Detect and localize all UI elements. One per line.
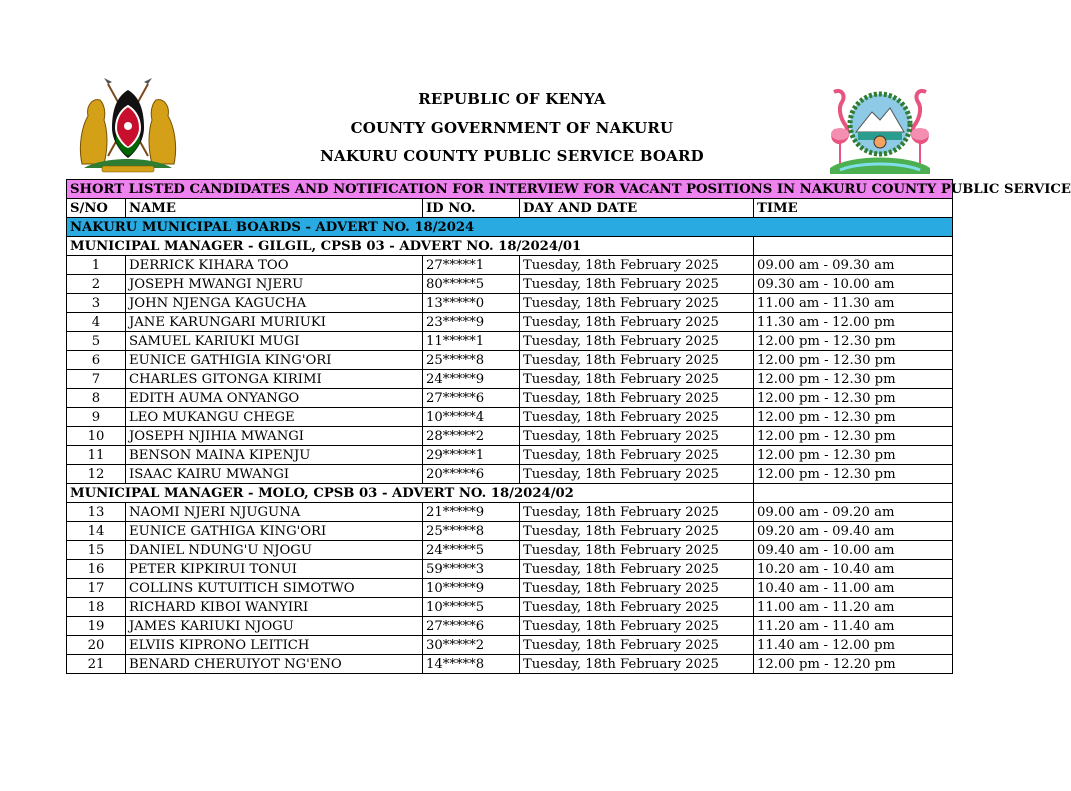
column-header-sno: S/NO (67, 199, 126, 218)
cell-date: Tuesday, 18th February 2025 (520, 617, 754, 636)
cell-time: 11.30 am - 12.00 pm (754, 313, 953, 332)
cell-time: 12.00 pm - 12.30 pm (754, 389, 953, 408)
cell-id: 24*****5 (423, 541, 520, 560)
cell-name: DANIEL NDUNG'U NJOGU (126, 541, 423, 560)
cell-date: Tuesday, 18th February 2025 (520, 541, 754, 560)
cell-time: 12.00 pm - 12.30 pm (754, 465, 953, 484)
cell-sno: 10 (67, 427, 126, 446)
cell-time: 11.20 am - 11.40 am (754, 617, 953, 636)
cell-date: Tuesday, 18th February 2025 (520, 446, 754, 465)
cell-id: 23*****9 (423, 313, 520, 332)
table-row (67, 503, 953, 522)
cell-time: 12.00 pm - 12.30 pm (754, 351, 953, 370)
cell-time: 09.00 am - 09.20 am (754, 503, 953, 522)
table-row (67, 275, 953, 294)
cell-sno: 13 (67, 503, 126, 522)
cell-date: Tuesday, 18th February 2025 (520, 598, 754, 617)
cell-id: 29*****1 (423, 446, 520, 465)
cell-id: 27*****1 (423, 256, 520, 275)
cell-time: 12.00 pm - 12.30 pm (754, 408, 953, 427)
cell-time: 10.40 am - 11.00 am (754, 579, 953, 598)
cell-id: 10*****9 (423, 579, 520, 598)
cell-sno: 8 (67, 389, 126, 408)
cell-time: 11.40 am - 12.00 pm (754, 636, 953, 655)
table-row (67, 636, 953, 655)
cell-id: 25*****8 (423, 522, 520, 541)
cell-name: ISAAC KAIRU MWANGI (126, 465, 423, 484)
section-row (67, 218, 953, 237)
table-row (67, 313, 953, 332)
cell-sno: 6 (67, 351, 126, 370)
cell-time: 09.00 am - 09.30 am (754, 256, 953, 275)
cell-time: 12.00 pm - 12.30 pm (754, 370, 953, 389)
group-heading: MUNICIPAL MANAGER - MOLO, CPSB 03 - ADVERT NO. 18/2024/02 (67, 484, 754, 503)
table-row (67, 655, 953, 674)
cell-id: 10*****5 (423, 598, 520, 617)
cell-time: 10.20 am - 10.40 am (754, 560, 953, 579)
cell-time: 12.00 pm - 12.20 pm (754, 655, 953, 674)
cell-name: EUNICE GATHIGA KING'ORI (126, 522, 423, 541)
column-header-name: NAME (126, 199, 423, 218)
cell-id: 10*****4 (423, 408, 520, 427)
cell-date: Tuesday, 18th February 2025 (520, 408, 754, 427)
cell-time: 11.00 am - 11.30 am (754, 294, 953, 313)
cell-id: 80*****5 (423, 275, 520, 294)
cell-sno: 19 (67, 617, 126, 636)
cell-name: JOSEPH NJIHIA MWANGI (126, 427, 423, 446)
cell-sno: 1 (67, 256, 126, 275)
cell-date: Tuesday, 18th February 2025 (520, 522, 754, 541)
cell-sno: 12 (67, 465, 126, 484)
header-county-government: COUNTY GOVERNMENT OF NAKURU (350, 119, 674, 137)
cell-name: JOSEPH MWANGI NJERU (126, 275, 423, 294)
cell-date: Tuesday, 18th February 2025 (520, 389, 754, 408)
cell-id: 27*****6 (423, 617, 520, 636)
cell-date: Tuesday, 18th February 2025 (520, 313, 754, 332)
cell-name: CHARLES GITONGA KIRIMI (126, 370, 423, 389)
cell-time: 12.00 pm - 12.30 pm (754, 427, 953, 446)
table-row (67, 389, 953, 408)
cell-date: Tuesday, 18th February 2025 (520, 579, 754, 598)
cell-id: 24*****9 (423, 370, 520, 389)
cell-name: PETER KIPKIRUI TONUI (126, 560, 423, 579)
cell-id: 14*****8 (423, 655, 520, 674)
cell-date: Tuesday, 18th February 2025 (520, 256, 754, 275)
table-row (67, 522, 953, 541)
cell-name: BENARD CHERUIYOT NG'ENO (126, 655, 423, 674)
cell-time: 12.00 pm - 12.30 pm (754, 332, 953, 351)
cell-name: EUNICE GATHIGIA KING'ORI (126, 351, 423, 370)
header-public-service-board: NAKURU COUNTY PUBLIC SERVICE BOARD (320, 147, 704, 165)
table-row (67, 446, 953, 465)
table-row (67, 427, 953, 446)
cell-date: Tuesday, 18th February 2025 (520, 465, 754, 484)
table-row (67, 256, 953, 275)
group-heading-blank (754, 237, 953, 256)
cell-sno: 16 (67, 560, 126, 579)
group-heading-row (67, 484, 953, 503)
cell-date: Tuesday, 18th February 2025 (520, 427, 754, 446)
cell-date: Tuesday, 18th February 2025 (520, 332, 754, 351)
section-heading: NAKURU MUNICIPAL BOARDS - ADVERT NO. 18/2024 (67, 218, 953, 237)
cell-name: COLLINS KUTUITICH SIMOTWO (126, 579, 423, 598)
cell-name: NAOMI NJERI NJUGUNA (126, 503, 423, 522)
table-row (67, 579, 953, 598)
table-title-row (67, 180, 953, 199)
cell-name: JAMES KARIUKI NJOGU (126, 617, 423, 636)
cell-sno: 14 (67, 522, 126, 541)
cell-sno: 18 (67, 598, 126, 617)
table-row (67, 598, 953, 617)
shortlist-table (66, 179, 1071, 674)
group-heading-row (67, 237, 953, 256)
cell-sno: 2 (67, 275, 126, 294)
cell-time: 11.00 am - 11.20 am (754, 598, 953, 617)
cell-time: 09.30 am - 10.00 am (754, 275, 953, 294)
column-header-row (67, 199, 953, 218)
cell-date: Tuesday, 18th February 2025 (520, 655, 754, 674)
table-title: SHORT LISTED CANDIDATES AND NOTIFICATION FOR INTERVIEW FOR VACANT POSITIONS IN NAKURU COUNTY PUBLIC SERVICE (67, 180, 953, 199)
cell-id: 25*****8 (423, 351, 520, 370)
cell-time: 09.40 am - 10.00 am (754, 541, 953, 560)
cell-sno: 20 (67, 636, 126, 655)
cell-sno: 11 (67, 446, 126, 465)
cell-name: DERRICK KIHARA TOO (126, 256, 423, 275)
header-republic: REPUBLIC OF KENYA (418, 90, 606, 108)
cell-sno: 9 (67, 408, 126, 427)
group-heading: MUNICIPAL MANAGER - GILGIL, CPSB 03 - ADVERT NO. 18/2024/01 (67, 237, 754, 256)
cell-id: 27*****6 (423, 389, 520, 408)
cell-sno: 7 (67, 370, 126, 389)
table-row (67, 332, 953, 351)
cell-sno: 21 (67, 655, 126, 674)
cell-name: BENSON MAINA KIPENJU (126, 446, 423, 465)
cell-id: 59*****3 (423, 560, 520, 579)
cell-date: Tuesday, 18th February 2025 (520, 560, 754, 579)
cell-id: 11*****1 (423, 332, 520, 351)
table-row (67, 351, 953, 370)
cell-sno: 5 (67, 332, 126, 351)
cell-name: LEO MUKANGU CHEGE (126, 408, 423, 427)
cell-id: 13*****0 (423, 294, 520, 313)
table-row (67, 294, 953, 313)
cell-date: Tuesday, 18th February 2025 (520, 294, 754, 313)
table-row (67, 408, 953, 427)
cell-sno: 17 (67, 579, 126, 598)
cell-date: Tuesday, 18th February 2025 (520, 275, 754, 294)
cell-name: JANE KARUNGARI MURIUKI (126, 313, 423, 332)
cell-name: ELVIIS KIPRONO LEITICH (126, 636, 423, 655)
cell-time: 09.20 am - 09.40 am (754, 522, 953, 541)
column-header-id: ID NO. (423, 199, 520, 218)
cell-date: Tuesday, 18th February 2025 (520, 370, 754, 389)
cell-sno: 3 (67, 294, 126, 313)
table-row (67, 465, 953, 484)
group-heading-blank (754, 484, 953, 503)
cell-id: 20*****6 (423, 465, 520, 484)
cell-name: JOHN NJENGA KAGUCHA (126, 294, 423, 313)
cell-id: 28*****2 (423, 427, 520, 446)
table-row (67, 617, 953, 636)
cell-time: 12.00 pm - 12.30 pm (754, 446, 953, 465)
table-row (67, 560, 953, 579)
column-header-time: TIME (754, 199, 953, 218)
column-header-date: DAY AND DATE (520, 199, 754, 218)
cell-sno: 4 (67, 313, 126, 332)
cell-date: Tuesday, 18th February 2025 (520, 636, 754, 655)
cell-date: Tuesday, 18th February 2025 (520, 503, 754, 522)
table-row (67, 541, 953, 560)
cell-id: 21*****9 (423, 503, 520, 522)
cell-id: 30*****2 (423, 636, 520, 655)
cell-name: EDITH AUMA ONYANGO (126, 389, 423, 408)
table-row (67, 370, 953, 389)
cell-name: RICHARD KIBOI WANYIRI (126, 598, 423, 617)
cell-date: Tuesday, 18th February 2025 (520, 351, 754, 370)
cell-sno: 15 (67, 541, 126, 560)
cell-name: SAMUEL KARIUKI MUGI (126, 332, 423, 351)
